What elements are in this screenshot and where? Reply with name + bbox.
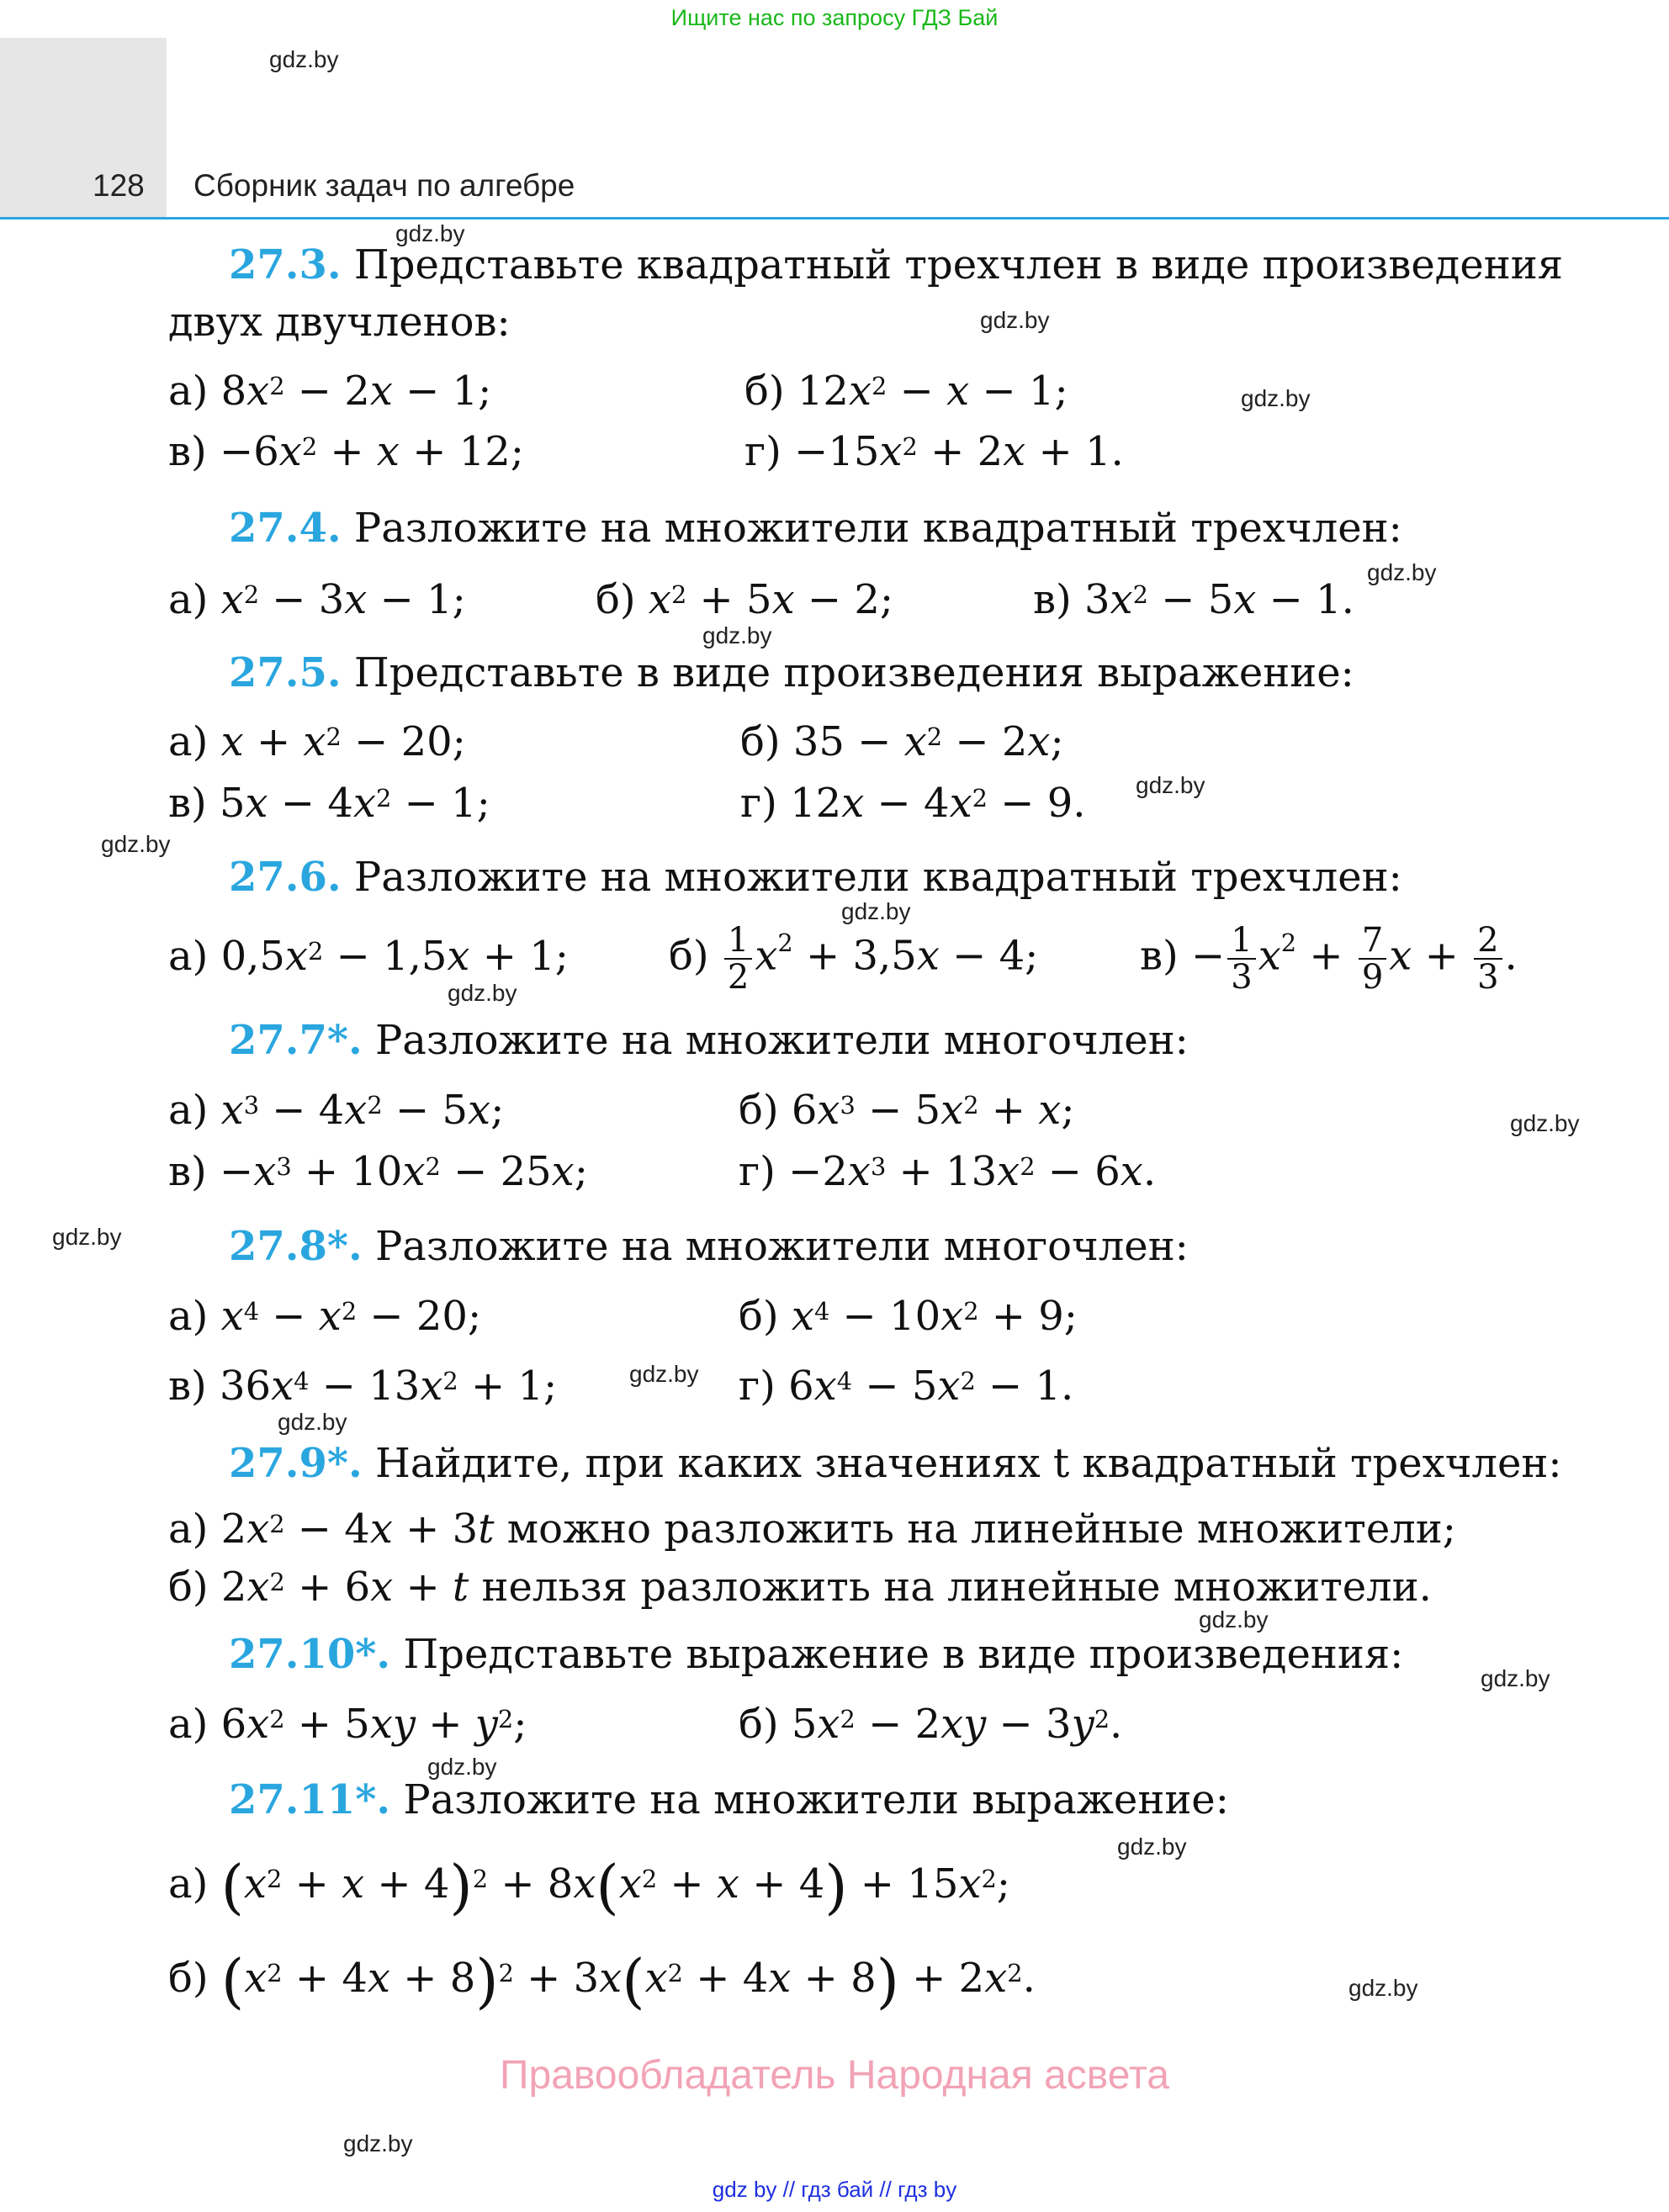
watermark: gdz.by [427, 1754, 497, 1780]
task-item: а) $x + x^2 - 20$; [168, 718, 466, 765]
task-item: а) $(x^2 + x + 4)^2 + 8x(x^2 + x + 4) + 15x^2$; [168, 1852, 1010, 1922]
watermark: gdz.by [278, 1409, 347, 1435]
task-text: Представьте квадратный трехчлен в виде произведения [353, 241, 1564, 288]
task-item: б) $x^2 + 5x - 2$; [596, 576, 894, 623]
task-item: а) $x^3 - 4x^2 - 5x$; [168, 1087, 505, 1134]
top-banner[interactable]: Ищите нас по запросу ГДЗ Бай [670, 5, 999, 30]
task-item: б) $12x^2 - x - 1$; [744, 368, 1068, 415]
task-item: б) $x^4 - 10x^2 + 9$; [739, 1293, 1078, 1340]
watermark: gdz.by [841, 898, 911, 924]
task-number: 27.4. [229, 505, 342, 552]
task-item: б) $2x^2 + 6x + t$ нельзя разложить на линейные множители. [168, 1564, 1432, 1611]
task-number: 27.6. [229, 854, 342, 901]
task-item: в) − $\frac{1}{3}$ $x^2$ + $\frac{7}{9}$ x + $\frac{2}{3}$ . [1140, 921, 1518, 997]
watermark: gdz.by [1199, 1606, 1269, 1633]
header-divider [0, 217, 1669, 220]
watermark: gdz.by [343, 2130, 413, 2156]
task-27-9-heading [229, 1438, 1562, 1489]
footer-links[interactable]: gdz by // гдз бай // гдз by [712, 2177, 957, 2202]
task-number: 27.10*. [229, 1631, 391, 1678]
task-item: в) $3x^2 - 5x - 1$. [1033, 576, 1354, 623]
watermark: gdz.by [1136, 772, 1205, 798]
task-text: Разложите на множители многочлен: [374, 1017, 1189, 1064]
watermark: gdz.by [448, 980, 517, 1006]
task-item: $в) -x^3 + 10x^2 - 25x$; [168, 1148, 588, 1195]
watermark: gdz.by [1481, 1665, 1550, 1691]
watermark: gdz.by [1241, 385, 1311, 411]
task-number: 27.5. [229, 649, 342, 696]
task-item: б) $5x^2 - 2xy - 3y^2$. [739, 1701, 1123, 1748]
task-text: Разложите на множители квадратный трехчлен: [353, 854, 1402, 901]
task-27-11-heading [229, 1775, 1229, 1825]
watermark: gdz.by [1367, 559, 1437, 585]
task-item: г) $12x - 4x^2 - 9$. [740, 780, 1086, 827]
task-text: Разложите на множители квадратный трехчлен: [353, 505, 1402, 552]
copyright-notice: Правообладатель Народная асвета [500, 2053, 1169, 2098]
task-27-7-heading [229, 1015, 1189, 1066]
task-text: Представьте в виде произведения выражение: [353, 649, 1354, 696]
task-item: $г) -2x^3 + 13x^2 - 6x$. [739, 1148, 1157, 1195]
watermark: gdz.by [1510, 1110, 1580, 1136]
task-item: б) $(x^2 + 4x + 8)^2 + 3x(x^2 + 4x + 8) + 2x^2$. [168, 1946, 1036, 2016]
watermark: gdz.by [395, 220, 465, 246]
task-27-10-heading [229, 1629, 1403, 1680]
watermark: gdz.by [629, 1361, 699, 1387]
task-item: а) $6x^2 + 5xy + y^2$; [168, 1701, 527, 1748]
task-item: а) $x^2 - 3x - 1$; [168, 576, 466, 623]
task-item: б) $\frac{1}{2}$ $x^2 + 3,5x - 4$; [669, 921, 1039, 997]
task-item: а) $0,5x^2 - 1,5x + 1$; [168, 933, 569, 980]
task-number: 27.7*. [229, 1017, 363, 1064]
task-item: а) $x^4 - x^2 - 20$; [168, 1293, 482, 1340]
task-item: б) $6x^3 - 5x^2 + x$; [739, 1087, 1075, 1134]
task-text: Разложите на множители выражение: [403, 1776, 1229, 1823]
task-text-continued: двух двучленов: [168, 299, 511, 346]
watermark: gdz.by [702, 622, 772, 648]
task-number: 27.11*. [229, 1776, 391, 1823]
watermark: gdz.by [269, 46, 339, 72]
page-number: 128 [93, 168, 145, 203]
task-item: $в) -6x^2 + x + 12$; [168, 428, 524, 475]
watermark: gdz.by [1348, 1975, 1418, 2001]
task-item: а) $8x^2 - 2x - 1$; [168, 368, 492, 415]
task-item: в) $36x^4 - 13x^2 + 1$; [168, 1363, 558, 1410]
task-27-4-heading [229, 503, 1402, 553]
task-item: б) $35 - x^2 - 2x$; [740, 718, 1064, 765]
task-number: 27.9*. [229, 1440, 363, 1487]
task-text: Разложите на множители многочлен: [374, 1223, 1189, 1270]
task-item: $г) -15x^2 + 2x + 1$. [744, 428, 1124, 475]
task-item: г) $6x^4 - 5x^2 - 1$. [739, 1363, 1074, 1410]
task-27-8-heading [229, 1221, 1189, 1272]
book-title: Сборник задач по алгебре [193, 168, 575, 203]
task-number: 27.3. [229, 241, 342, 288]
watermark: gdz.by [1117, 1834, 1187, 1860]
watermark: gdz.by [980, 307, 1050, 333]
watermark: gdz.by [52, 1224, 122, 1250]
task-27-5-heading [229, 648, 1354, 698]
task-number: 27.8*. [229, 1223, 363, 1270]
task-item: в) $5x - 4x^2 - 1$; [168, 780, 490, 827]
watermark: gdz.by [101, 831, 171, 857]
task-text: Представьте выражение в виде произведения: [403, 1631, 1404, 1678]
task-27-6-heading [229, 852, 1402, 902]
task-27-3-heading [229, 240, 1563, 290]
task-item: а) $2x^2 - 4x + 3t$ можно разложить на линейные множители; [168, 1506, 1456, 1553]
task-text: Найдите, при каких значениях t квадратный трехчлен: [374, 1440, 1562, 1487]
